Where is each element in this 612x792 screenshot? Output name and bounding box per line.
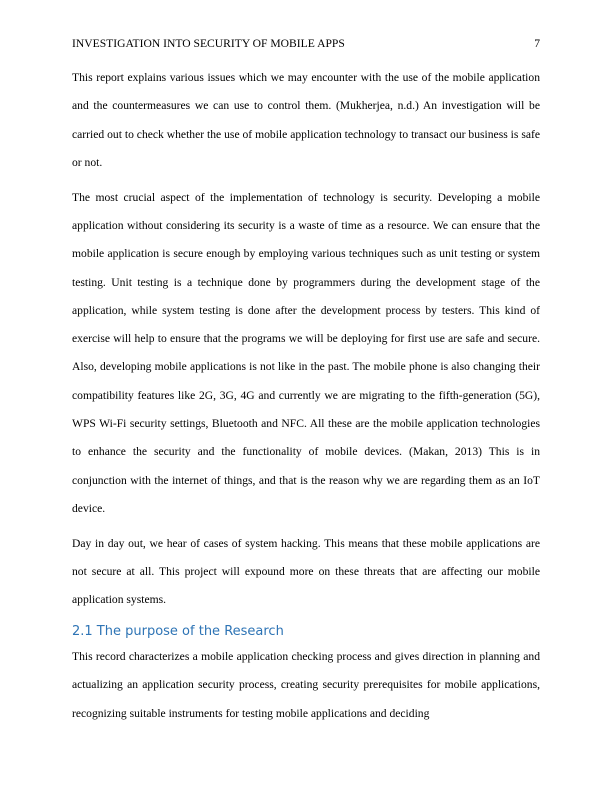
section-heading: 2.1 The purpose of the Research — [72, 624, 284, 640]
paragraph-hacking: Day in day out, we hear of cases of system hacking. This means that these mobile applications are not secure at all. This project will expound more on these threats that are affecting our mobile application systems. — [72, 536, 540, 607]
running-head-title: INVESTIGATION INTO SECURITY OF MOBILE APPS — [72, 37, 345, 50]
paragraph-intro: This report explains various issues which we may encounter with the use of the mobile application and the countermeasures we can use to control them. (Mukherjea, n.d.) An investigation will be carried out to check whether the use of mobile application technology to transact our business is safe or not. — [72, 71, 540, 169]
paragraph-security: The most crucial aspect of the implementation of technology is security. Developing a mobile application without considering its security is a waste of time as a resource. We can ensure that the mobile application is secure enough by employing various techniques such as unit testing or system testing. Unit testing is a technique done by programmers during the development stage of the application, while system testing is done after the development process by testers. This kind of exercise will help to ensure that the programs we will be deploying for first use are safe and secure. Also, developing mobile applications is not like in the past. The mobile phone is also changing their compatibility features like 2G, 3G, 4G and currently we are migrating to the fifth-generation (5G), WPS Wi-Fi security settings, Bluetooth and NFC. All these are the mobile application technologies to enhance the security and the functionality of mobile devices. (Makan, 2013) This is in conjunction with the internet of things, and that is the reason why we are regarding them as an IoT device. — [72, 190, 540, 515]
document-body — [72, 64, 540, 728]
paragraph-purpose: This record characterizes a mobile application checking process and gives direction in planning and actualizing an application security process, creating security prerequisites for mobile applications, recognizing suitable instruments for testing mobile applications and deciding — [72, 650, 540, 720]
page-header — [72, 36, 540, 52]
page-number: 7 — [534, 37, 540, 50]
